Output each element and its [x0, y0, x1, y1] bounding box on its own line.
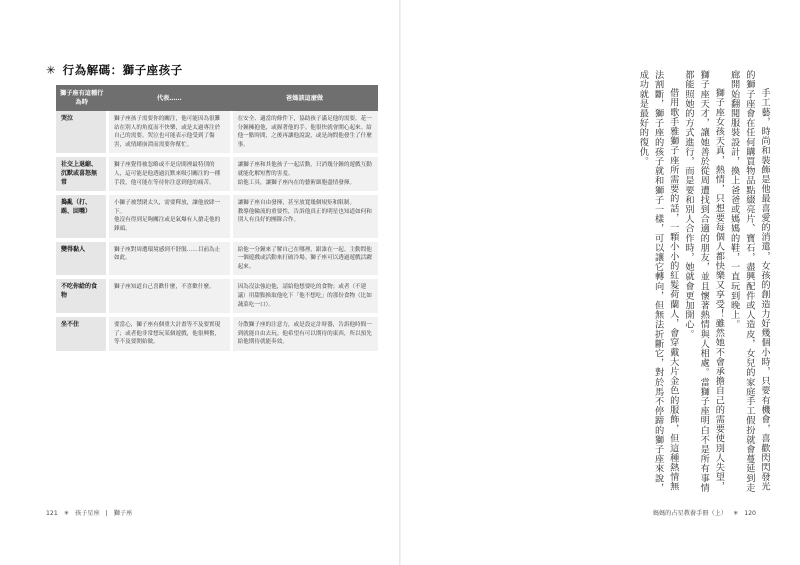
table-row — [56, 111, 378, 155]
action-cell — [231, 240, 378, 278]
book-title: 孩子星座 — [74, 510, 100, 517]
action-cell-text: 讓獅子座自由發揮，甚至放寬幾個規矩和限制。 — [237, 200, 356, 207]
section-title-text: 行為解碼：獅子座孩子 — [62, 63, 183, 77]
section-title — [46, 62, 183, 78]
header-behavior: 獅子座有這種行為時 — [56, 85, 107, 111]
behavior-label: 搗亂（打、踢、回嘴） — [56, 193, 107, 239]
behavior-label: 社交上退縮、沉默或喜怒無常 — [56, 155, 107, 193]
right-page-footer — [653, 508, 756, 517]
body-paragraph: 手工藝，時尚和裝飾是他最喜愛的消遣，女孩的創造力好幾個小時，只要有機會，喜歡閃閃發光的獅子座會在任何購買物品點綴亮片、寶石，盡興配件或人造皮，女兒的家庭手工假扮就會蔓延到走廊開始翻閱服裝設計，換上爸爸或媽媽的鞋，一直玩到晚上。 — [728, 70, 770, 493]
header-meaning: 代表…… — [107, 85, 231, 111]
meaning-cell-text: 小獅子被禁閉太久，需要釋放，讓他放肆一下。 — [113, 200, 221, 215]
meaning-cell — [107, 155, 231, 193]
behavior-label: 不吃你給的食物 — [56, 277, 107, 315]
bullet-icon: ✳ — [733, 510, 739, 517]
meaning-cell — [107, 315, 231, 353]
behavior-label: 坐不住 — [56, 315, 107, 353]
footer-divider: | — [105, 510, 108, 517]
page-gutter — [399, 0, 401, 565]
meaning-cell-text: 他沒有得到足夠關注或是氣爆有人搶走他的鋒頭。 — [113, 217, 221, 232]
table-row — [56, 240, 378, 278]
behavior-table — [56, 85, 378, 355]
action-cell-text: 給他一分鐘來了解自己在哪裡，跟誰在一起。主動問他一個遊戲或活動來打破冷場。獅子座可以透過遊戲活躍起來。 — [237, 246, 372, 270]
meaning-cell-text: 獅子座知道自己喜歡什麼，不喜歡什麼。 — [113, 284, 215, 291]
action-cell-text: 讓獅子座和其他孩子一起活動，只消幾分鐘的遊戲互動就能化解短暫的害羞。 — [237, 162, 372, 177]
action-cell-text: 分散獅子座的注意力，或是設定計時器，告訴他時間一到就能自由去玩。他希望有可以期待的東西，所以預先給他期待就能奏效。 — [237, 322, 372, 346]
meaning-cell-text: 獅子座覺得被忽略或不是房間裡最特別的人，這可能是他透過沉默來吸引關注的一種手段，他可能在等待你注意到他的痛苦。 — [113, 162, 221, 186]
book-title: 媽媽的占星教養手冊（上） — [652, 510, 728, 517]
left-page-footer — [46, 508, 132, 517]
action-cell-text: 因為沒法強迫他，請給他想要吃的食物；或者（不建議）用甜點換取他吃下「他不想吃」的那份食物（比如蔬菜吃一口）。 — [237, 284, 372, 308]
action-cell — [231, 111, 378, 155]
table-row — [56, 315, 378, 353]
meaning-cell — [107, 277, 231, 315]
action-cell-text: 在安全、適當的條件下，協助孩子滿足他的需要。花一分鐘擁抱他，或握著他的手。他很快就會開心起來。給他一點時間，之後再讓他說說，或是詢問他發生了什麼事。 — [237, 116, 372, 148]
page-number: 120 — [744, 510, 756, 517]
action-cell — [231, 193, 378, 239]
meaning-cell-text: 要當心，獅子座有個重大計畫等不及要實現了；或者他非常想玩某個遊戲，他很興奮，等不及要開始做。 — [113, 322, 221, 346]
table-row — [56, 193, 378, 239]
behavior-label: 哭泣 — [56, 111, 107, 155]
header-action: 爸媽該這麼做 — [231, 85, 378, 111]
bullet-icon: ✳ — [63, 510, 69, 517]
behavior-label: 變得黏人 — [56, 240, 107, 278]
action-cell — [231, 277, 378, 315]
page-number: 121 — [46, 510, 58, 517]
meaning-cell-text: 獅子座孩子需要你的關注，他可能因為很難站在別人的角度而不快樂，或是太過專注於自己的需要。哭泣也可能表示他受到了傷害，或情緒崩潰而需要你幫忙。 — [113, 116, 221, 148]
meaning-cell-text: 獅子座對周遭環境感到不舒服……目前為止如此。 — [113, 246, 221, 262]
body-paragraph: 獅子座女孩天真，熱情，只想要每個人都快樂又享受！雖然她不會承擔自己的需要使別人失望，獅子座天才，讓她善於從周遭找到合適的朋友，並且懷著熱情與人相處。當獅子座明白不是所有事情都能照她的方式進行，而是要和別人合作時，她就會更加開心。 — [682, 70, 725, 493]
table-row — [56, 277, 378, 315]
meaning-cell — [107, 193, 231, 239]
action-cell-text: 給他工具，讓獅子座內在的藝術細胞盡情發揮。 — [237, 179, 356, 186]
section-name: 獅子座 — [113, 510, 133, 517]
asterisk-icon: ✳ — [46, 63, 57, 77]
table-header-row — [56, 85, 378, 111]
body-paragraph: 借用歌手雅獅子座所需要的話，一顆小小的紅髮荷蘭人，會穿戴大片金色的服飾，但這種熱情無法割斷，獅子座的孩子就和獅子一樣，可以讓它轉向，但無法折斷它，對於馬不停蹄的獅子座來說，成功就是最好的復仇。 — [637, 70, 679, 493]
meaning-cell — [107, 111, 231, 155]
table-row — [56, 155, 378, 193]
action-cell — [231, 155, 378, 193]
action-cell-text: 教導他輪流的重要性，告訴他真正的明星也知道如何和別人有良好的團隊合作。 — [237, 208, 372, 224]
body-text — [560, 70, 772, 495]
action-cell — [231, 315, 378, 353]
meaning-cell — [107, 240, 231, 278]
table-body — [56, 111, 378, 353]
